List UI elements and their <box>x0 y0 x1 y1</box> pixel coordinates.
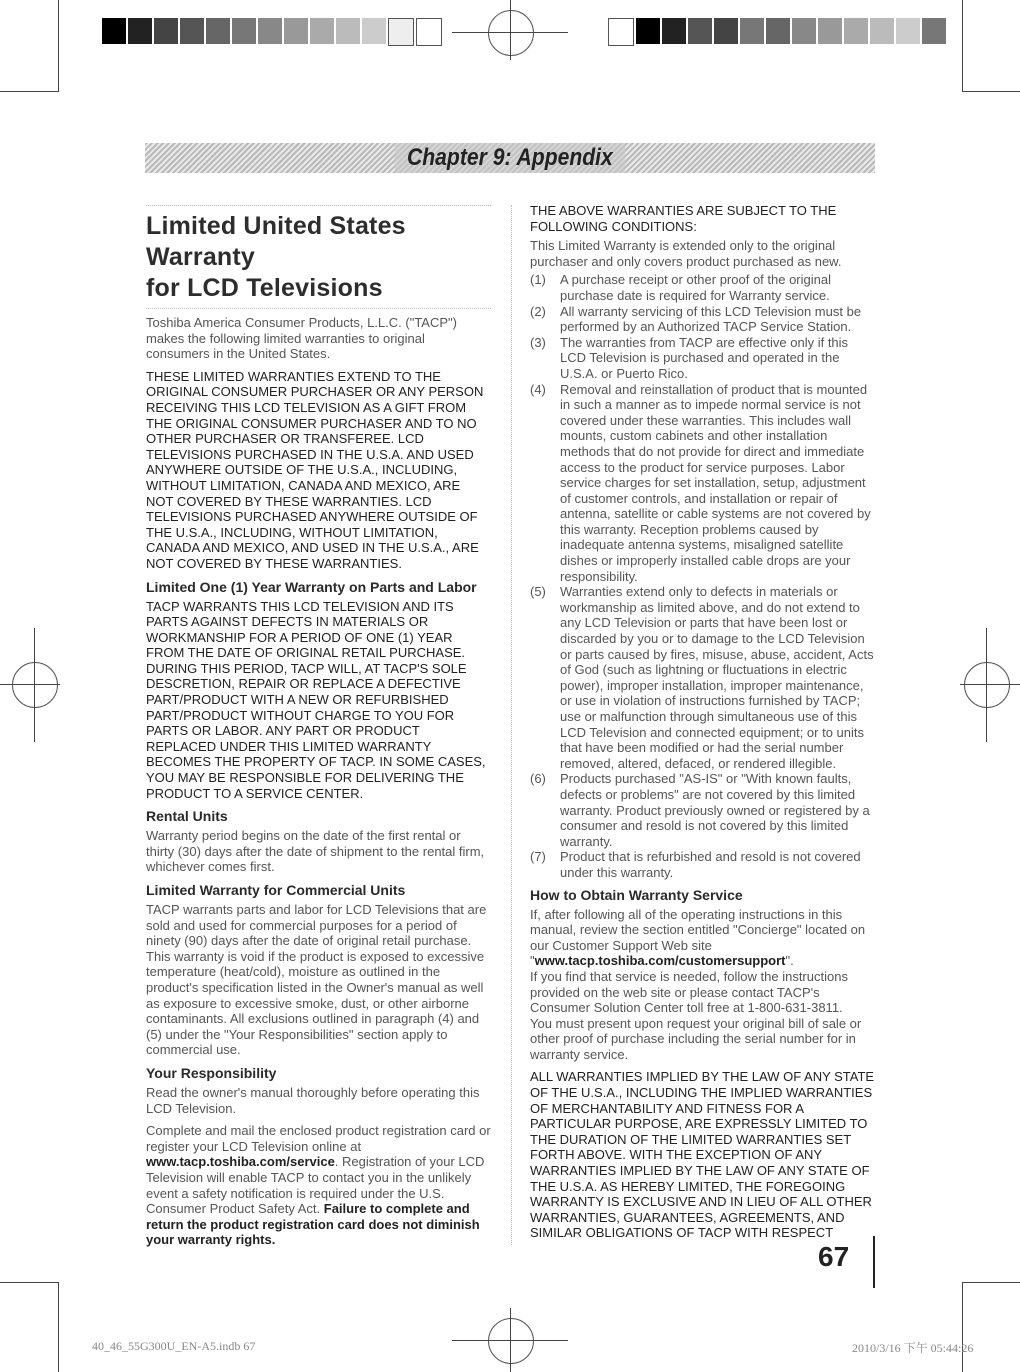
list-item: (4) Removal and reinstallation of product that is mounted in such a manner as to impede normal service is not covered under these warranties. This includes wall mounts, custom cabinets and other installation methods that do not provide for direct and immediate access to the product for service purposes. Labor service charges for set installation, setup, adjustment of customer controls, and installation or repair of antenna, satellite or cable systems are not covered by this warranty. Reception problems caused by inadequate antenna systems, misaligned satellite dishes or improperly installed cable drops are your responsibility. <box>530 381 871 584</box>
registration-mark-left <box>12 662 58 708</box>
registration-mark-right <box>964 662 1010 708</box>
chapter-title: Chapter 9: Appendix <box>395 143 625 173</box>
conditions-list <box>530 272 877 880</box>
left-column <box>146 205 491 1255</box>
obtain-paragraph-3: You must present upon request your original bill of sale or other proof of purchase including the serial number for in warranty service. <box>530 1015 862 1062</box>
responsibility-paragraph-2 <box>146 1123 491 1248</box>
commercial-paragraph: TACP warrants parts and labor for LCD Televisions that are sold and used for commercial purposes for a period of ninety (90) days after the date of original retail purchase. This warranty is void if the product is exposed to excessive temperature (heat/cold), moisture as outlined in the product's specification listed in the Owner's manual as well as exposure to excessive smoke, dust, or other airborne contaminants. All exclusions outlined in paragraph (4) and (5) under the "Your Responsibilities" section apply to commercial use. <box>146 902 487 1058</box>
column-divider <box>511 205 512 1245</box>
rental-paragraph: Warranty period begins on the date of the first rental or thirty (30) days after the date of shipment to the rental firm, whichever comes first. <box>146 828 485 875</box>
crop-mark <box>0 91 58 92</box>
crop-mark <box>962 1282 1020 1283</box>
heading-commercial: Limited Warranty for Commercial Units <box>146 882 406 898</box>
intro-paragraph: Toshiba America Consumer Products, L.L.C. ("TACP") makes the following limited warranties to original consumers in the United States. <box>146 315 457 362</box>
grey-bar-strip-right <box>608 18 946 44</box>
crop-mark <box>0 1282 58 1283</box>
page-title-line-1: Limited United States Warranty <box>146 212 406 271</box>
grey-bar-strip-left <box>102 18 442 44</box>
heading-rental: Rental Units <box>146 808 228 825</box>
registration-crosshair <box>510 1308 511 1372</box>
list-item: (5) Warranties extend only to defects in materials or workmanship as limited above, and do not extend to any LCD Television or parts that have been lost or discarded by you or to damage to the LCD Television or parts caused by fires, misuse, abuse, accident, Acts of God (such as lightning or fluctuations in electric power), improper installation, improper maintenance, or use in violation of instructions furnished by TACP; use or malfunction through simultaneous use of this LCD Television and connected equipment; or to units that have been modified or had the serial number removed, altered, defaced, or rendered illegible. <box>530 584 874 771</box>
registration-mark-top <box>488 10 534 56</box>
list-item: (1) A purchase receipt or other proof of the original purchase date is required for Warranty service. <box>530 272 831 303</box>
title-rule <box>146 205 491 206</box>
page-title-line-2: for LCD Televisions <box>146 274 383 302</box>
page-title <box>146 211 491 309</box>
registration-crosshair <box>960 684 1020 685</box>
page-number-rule <box>873 1236 875 1288</box>
chapter-banner <box>145 143 875 173</box>
heading-one-year: Limited One (1) Year Warranty on Parts and Labor <box>146 578 477 595</box>
footer-file-name: 40_46_55G300U_EN-A5.indb 67 <box>92 1339 256 1353</box>
page-number: 67 <box>818 1241 850 1272</box>
registration-text: Complete and mail the enclosed product registration card or register your LCD Television online at <box>146 1123 491 1154</box>
heading-obtain-service: How to Obtain Warranty Service <box>530 886 743 903</box>
registration-crosshair <box>510 0 511 60</box>
registration-text-cont: . Registration of your LCD Television will enable TACP to contact you in the unlikely event a safety notification is required under the U.S. Consumer Product Safety Act. <box>146 1154 485 1217</box>
registration-link[interactable]: www.tacp.toshiba.com/service <box>146 1154 335 1170</box>
one-year-paragraph: TACP WARRANTS THIS LCD TELEVISION AND ITS PARTS AGAINST DEFECTS IN MATERIALS OR WORKMANSHIP FOR A PERIOD OF ONE (1) YEAR FROM THE DATE OF ORIGINAL RETAIL PURCHASE. DURING THIS PERIOD, TACP WILL, AT TACP'S SOLE DESCRETION, REPAIR OR REPLACE A DEFECTIVE PART/PRODUCT WITH A NEW OR REFURBISHED PART/PRODUCT WITHOUT CHARGE TO YOU FOR PARTS OR LABOR. ANY PART OR PRODUCT REPLACED UNDER THIS LIMITED WARRANTY BECOMES THE PROPERTY OF TACP. IN SOME CASES, YOU MAY BE RESPONSIBLE FOR DELIVERING THE PRODUCT TO A SERVICE CENTER. <box>146 598 486 801</box>
heading-responsibility: Your Responsibility <box>146 1064 277 1081</box>
registration-crosshair <box>34 628 35 742</box>
crop-mark <box>962 1282 963 1372</box>
registration-notice: Failure to complete and return the product registration card does not diminish your warranty rights. <box>146 1201 480 1248</box>
list-item: (2) All warranty servicing of this LCD Television must be performed by an Authorized TACP Service Station. <box>530 303 862 335</box>
crop-mark <box>962 0 963 92</box>
obtain-paragraph-2: If you find that service is needed, follow the instructions provided on the web site or please contact TACP's Consumer Solution Center toll free at 1-800-631-3811. <box>530 968 848 1016</box>
caps-paragraph-scope: THESE LIMITED WARRANTIES EXTEND TO THE ORIGINAL CONSUMER PURCHASER OR ANY PERSON RECEIVING THIS LCD TELEVISION AS A GIFT FROM THE ORIGINAL CONSUMER PURCHASER AND TO NO OTHER PURCHASER OR TRANSFEREE. LCD TELEVISIONS PURCHASED IN THE U.S.A. AND USED ANYWHERE OUTSIDE OF THE U.S.A., INCLUDING, WITHOUT LIMITATION, CANADA AND MEXICO, ARE NOT COVERED BY THESE WARRANTIES. LCD TELEVISIONS PURCHASED ANYWHERE OUTSIDE OF THE U.S.A., INCLUDING, WITHOUT LIMITATION, CANADA AND MEXICO, AND USED IN THE U.S.A., ARE NOT COVERED BY THESE WARRANTIES. <box>146 368 484 571</box>
registration-mark-bottom <box>488 1318 534 1364</box>
right-column <box>530 203 877 1248</box>
list-item: (3) The warranties from TACP are effective only if this LCD Television is purchased and operated in the U.S.A. or Puerto Rico. <box>530 334 849 381</box>
list-item: (6) Products purchased "AS-IS" or "With known faults, defects or problems" are not covered by this limited warranty. Product previously owned or registered by a consumer and resold is not covered by this limited warranty. <box>530 771 870 849</box>
registration-crosshair <box>986 628 987 742</box>
footer-timestamp: 2010/3/16 下午 05:44:26 <box>852 1341 974 1355</box>
crop-mark <box>58 1282 59 1372</box>
conditions-heading: THE ABOVE WARRANTIES ARE SUBJECT TO THE FOLLOWING CONDITIONS: <box>530 203 837 234</box>
crop-mark <box>962 91 1020 92</box>
obtain-paragraph-1: If, after following all of the operating instructions in this manual, review the section entitled "Concierge" located on our Customer Support Web site "www.tacp.toshiba.com/customersupport". <box>530 906 866 969</box>
implied-warranties-paragraph: ALL WARRANTIES IMPLIED BY THE LAW OF ANY STATE OF THE U.S.A., INCLUDING THE IMPLIED WARRANTIES OF MERCHANTABILITY AND FITNESS FOR A PARTICULAR PURPOSE, ARE EXPRESSLY LIMITED TO THE DURATION OF THE LIMITED WARRANTIES SET FORTH ABOVE. WITH THE EXCEPTION OF ANY WARRANTIES IMPLIED BY THE LAW OF ANY STATE OF THE U.S.A. AS HEREBY LIMITED, THE FOREGOING WARRANTY IS EXCLUSIVE AND IN LIEU OF ALL OTHER WARRANTIES, GUARANTEES, AGREEMENTS, AND SIMILAR OBLIGATIONS OF TACP WITH RESPECT <box>530 1069 875 1241</box>
conditions-lead: This Limited Warranty is extended only to the original purchaser and only covers product purchased as new. <box>530 238 842 269</box>
list-item: (7) Product that is refurbished and resold is not covered under this warranty. <box>530 849 861 880</box>
responsibility-paragraph-1: Read the owner's manual thoroughly before operating this LCD Television. <box>146 1084 480 1116</box>
support-link[interactable]: www.tacp.toshiba.com/customersupport <box>534 953 786 969</box>
crop-mark <box>58 0 59 92</box>
registration-crosshair <box>0 684 60 685</box>
